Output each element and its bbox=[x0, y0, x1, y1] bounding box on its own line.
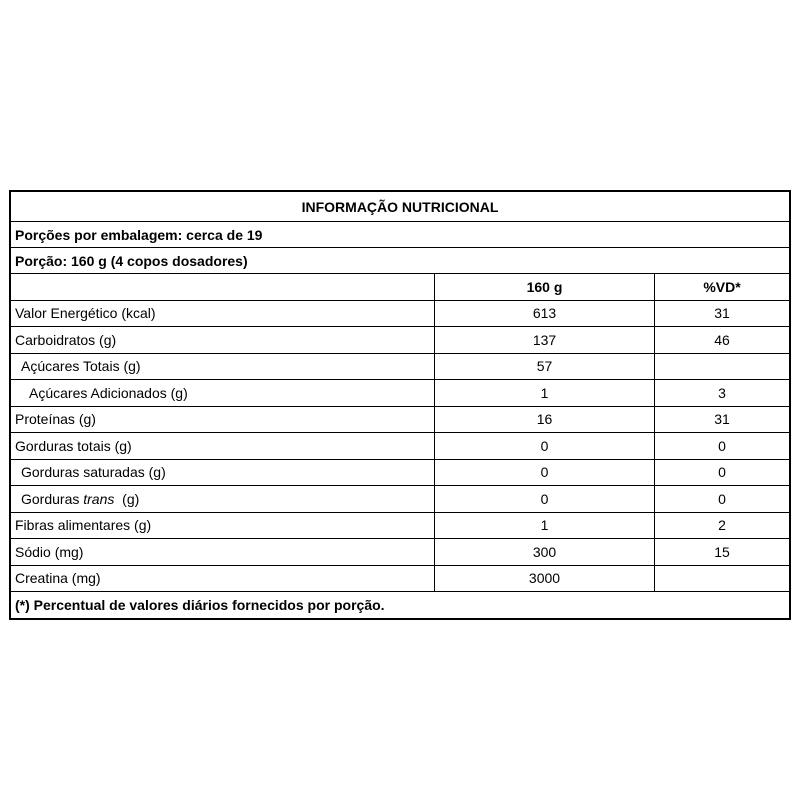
row-label: Valor Energético (kcal) bbox=[11, 301, 435, 327]
row-amount: 3000 bbox=[435, 566, 655, 592]
row-amount: 0 bbox=[435, 433, 655, 459]
row-vd: 31 bbox=[714, 305, 730, 322]
row-amount: 16 bbox=[435, 407, 655, 433]
row-amount: 1 bbox=[435, 513, 655, 539]
table-row bbox=[11, 327, 789, 354]
table-row bbox=[11, 407, 789, 434]
row-amount: 137 bbox=[435, 327, 655, 353]
row-label-suffix: (g) bbox=[114, 490, 140, 507]
row-label: Gorduras totais (g) bbox=[11, 433, 435, 459]
row-label: Açúcares Totais (g) bbox=[11, 354, 435, 380]
nutrition-facts-table bbox=[9, 190, 791, 620]
header-vd: %VD* bbox=[703, 278, 741, 295]
row-label: Açúcares Adicionados (g) bbox=[11, 380, 435, 406]
row-vd: 46 bbox=[714, 331, 730, 348]
footnote: (*) Percentual de valores diários fornecidos por porção. bbox=[15, 597, 385, 613]
row-vd: 0 bbox=[718, 464, 726, 481]
table-row bbox=[11, 539, 789, 566]
table-row bbox=[11, 460, 789, 487]
table-row bbox=[11, 354, 789, 381]
table-row bbox=[11, 380, 789, 407]
row-label: Sódio (mg) bbox=[11, 539, 435, 565]
row-amount: 1 bbox=[435, 380, 655, 406]
table-title: INFORMAÇÃO NUTRICIONAL bbox=[11, 192, 789, 222]
row-amount: 300 bbox=[435, 539, 655, 565]
row-label: Carboidratos (g) bbox=[11, 327, 435, 353]
row-label: Creatina (mg) bbox=[11, 566, 435, 592]
row-vd bbox=[655, 354, 789, 380]
table-row bbox=[11, 486, 789, 513]
row-vd: 2 bbox=[718, 517, 726, 534]
row-label bbox=[11, 486, 435, 512]
serving-size: Porção: 160 g (4 copos dosadores) bbox=[11, 248, 789, 274]
row-amount: 57 bbox=[435, 354, 655, 380]
row-vd bbox=[655, 566, 789, 592]
table-row bbox=[11, 513, 789, 540]
row-vd: 15 bbox=[714, 543, 730, 560]
header-label bbox=[11, 274, 435, 300]
table-row bbox=[11, 566, 789, 593]
row-label-italic: trans bbox=[83, 490, 115, 507]
header-amount: 160 g bbox=[435, 274, 655, 300]
column-header-row bbox=[11, 274, 789, 301]
table-row bbox=[11, 301, 789, 328]
servings-per-package: Porções por embalagem: cerca de 19 bbox=[11, 222, 789, 248]
row-amount: 0 bbox=[435, 460, 655, 486]
row-label: Proteínas (g) bbox=[11, 407, 435, 433]
table-row bbox=[11, 433, 789, 460]
row-vd: 0 bbox=[718, 490, 726, 507]
row-vd: 0 bbox=[718, 437, 726, 454]
row-vd: 31 bbox=[714, 411, 730, 428]
row-vd: 3 bbox=[718, 384, 726, 401]
row-label-prefix: Gorduras bbox=[21, 490, 84, 507]
row-label: Gorduras saturadas (g) bbox=[11, 460, 435, 486]
row-label: Fibras alimentares (g) bbox=[11, 513, 435, 539]
row-amount: 0 bbox=[435, 486, 655, 512]
row-amount: 613 bbox=[435, 301, 655, 327]
